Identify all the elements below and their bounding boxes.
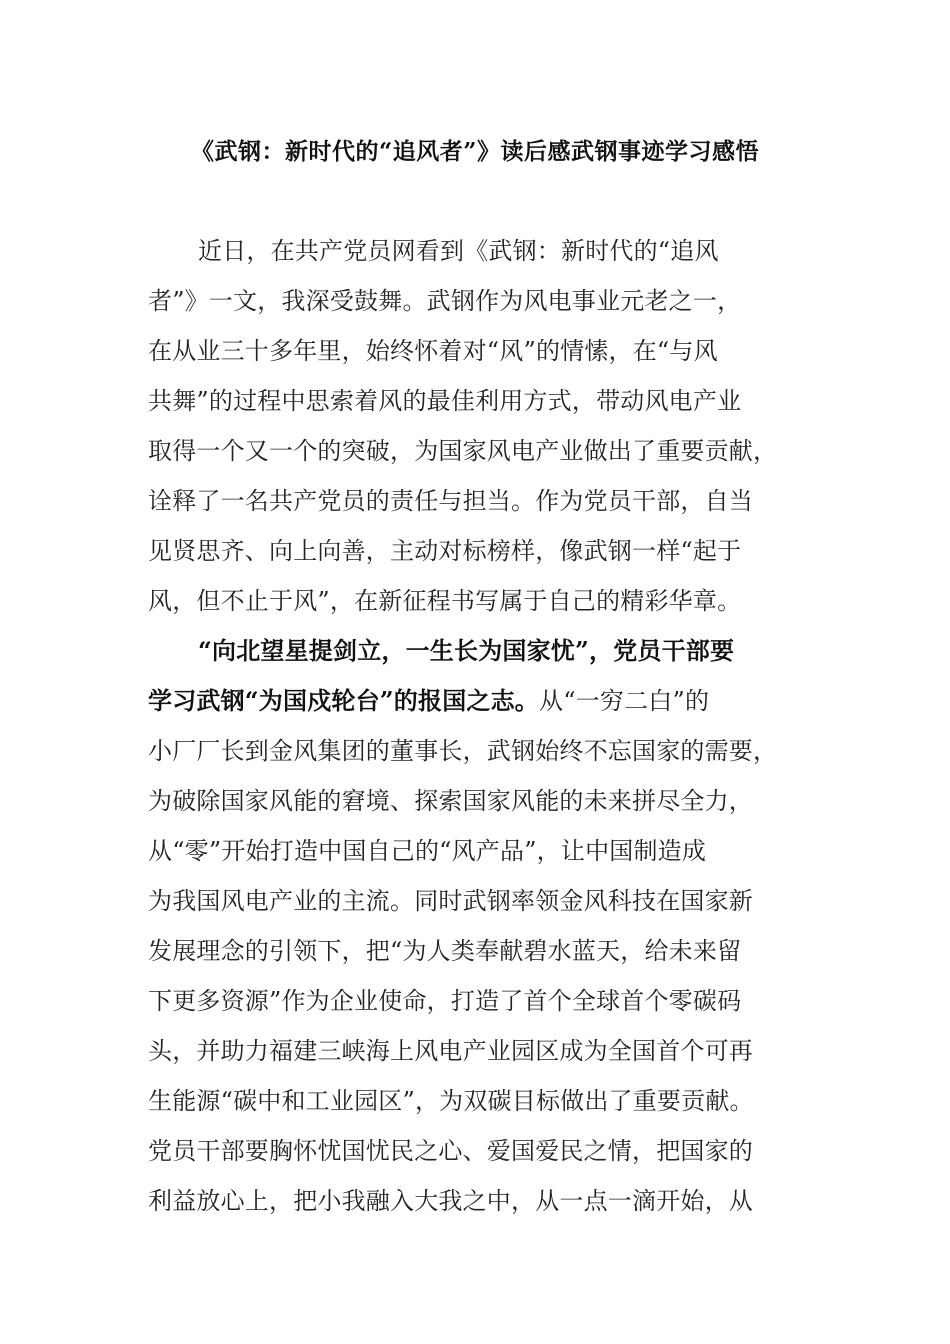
paragraph-line: 取得一个又一个的突破，为国家风电产业做出了重要贡献， xyxy=(148,437,778,465)
paragraph-line: 生能源“碳中和工业园区”，为双碳目标做出了重要贡献。 xyxy=(148,1087,754,1115)
paragraph-heading-line: “向北望星提剑立，一生长为国家忧”，党员干部要 xyxy=(198,636,735,665)
paragraph-heading-text: 学习武钢“为国戍轮台”的报国之志。 xyxy=(148,686,540,715)
paragraph-line: 下更多资源”作为企业使命，打造了首个全球首个零碳码 xyxy=(148,987,742,1015)
document-title: 《武钢：新时代的“追风者”》读后感武钢事迹学习感悟 xyxy=(191,138,759,165)
document-body xyxy=(148,226,804,1226)
paragraph-line: 头，并助力福建三峡海上风电产业园区成为全国首个可再 xyxy=(148,1037,753,1065)
paragraph-line: 在从业三十多年里，始终怀着对“风”的情愫，在“与风 xyxy=(148,337,718,365)
paragraph-line: 利益放心上，把小我融入大我之中，从一点一滴开始，从 xyxy=(148,1187,753,1215)
paragraph-line: 诠释了一名共产党员的责任与担当。作为党员干部，自当 xyxy=(148,487,753,515)
paragraph-line: 见贤思齐、向上向善，主动对标榜样，像武钢一样“起于 xyxy=(148,537,742,565)
paragraph-line: 党员干部要胸怀忧国忧民之心、爱国爱民之情，把国家的 xyxy=(148,1137,753,1165)
paragraph-line: 风，但不止于风”，在新征程书写属于自己的精彩华章。 xyxy=(148,587,742,615)
paragraph-line: 者”》一文，我深受鼓舞。武钢作为风电事业元老之一， xyxy=(148,287,742,315)
paragraph-line: 从“零”开始打造中国自己的“风产品”，让中国制造成 xyxy=(148,837,707,865)
paragraph-2 xyxy=(148,626,804,1226)
paragraph-line: 共舞”的过程中思索着风的最佳利用方式，带动风电产业 xyxy=(148,387,742,415)
paragraph-line: 发展理念的引领下，把“为人类奉献碧水蓝天，给未来留 xyxy=(148,937,742,965)
paragraph-line: 为我国风电产业的主流。同时武钢率领金风科技在国家新 xyxy=(148,887,753,915)
paragraph-line xyxy=(148,676,804,726)
paragraph-text: 从“一穷二白”的 xyxy=(539,687,710,715)
paragraph-line: 为破除国家风能的窘境、探索国家风能的未来拼尽全力， xyxy=(148,787,753,815)
paragraph-1 xyxy=(148,226,804,626)
paragraph-line: 小厂厂长到金风集团的董事长，武钢始终不忘国家的需要， xyxy=(148,737,778,765)
paragraph-line: 近日，在共产党员网看到《武钢：新时代的“追风 xyxy=(198,237,719,265)
